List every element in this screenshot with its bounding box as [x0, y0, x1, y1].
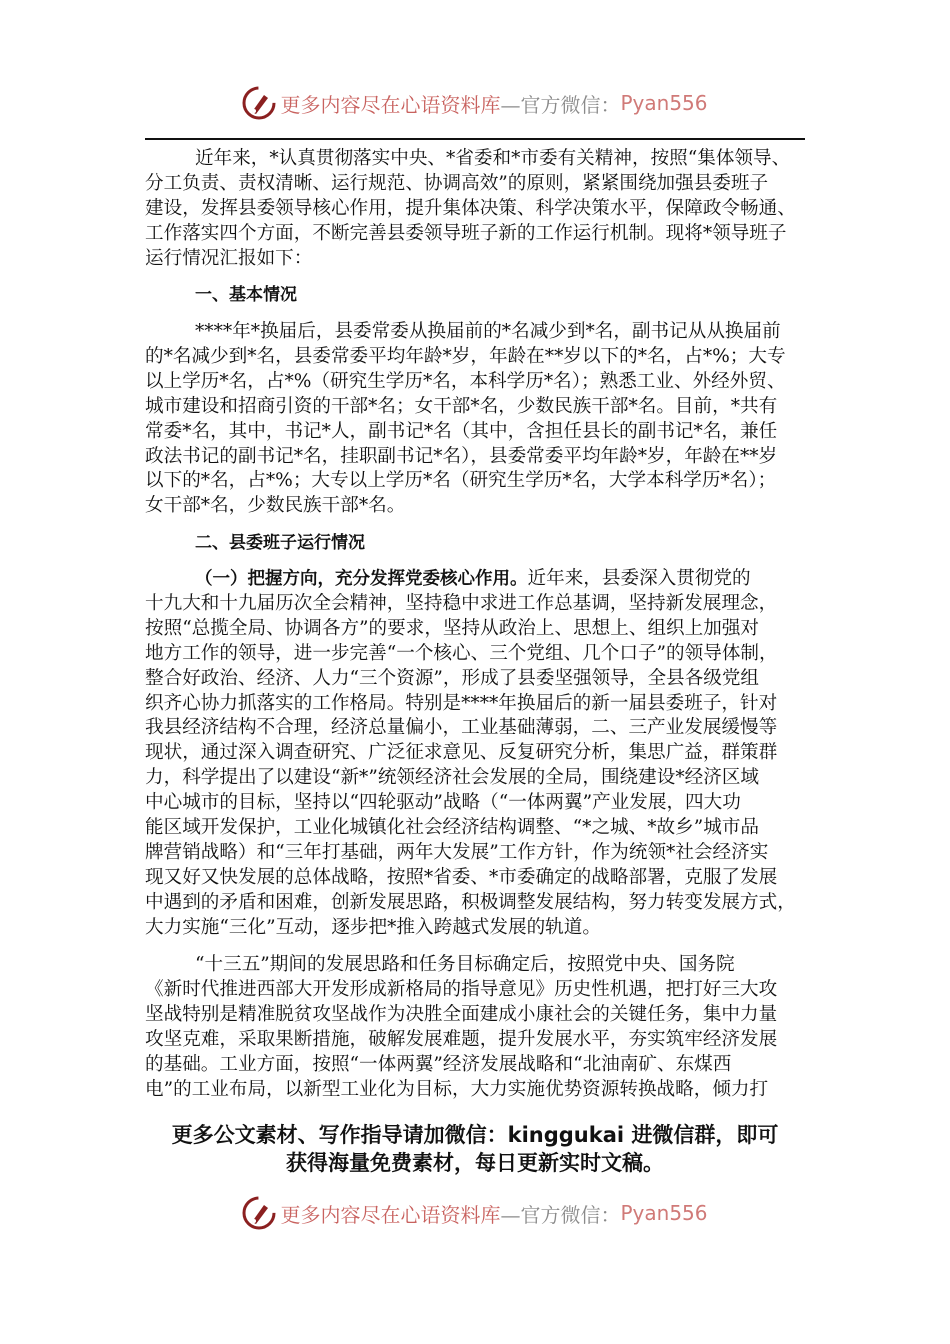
para4-line: 攻坚克难，采取果断措施，破解发展难题，提升发展水平，夯实筑牢经济发展 — [145, 1028, 778, 1050]
pen-logo-icon — [242, 86, 276, 120]
promo-line-2: 获得海量免费素材，每日更新实时文稿。 — [286, 1151, 664, 1175]
para3-line: 地方工作的领导，进一步完善“一个核心、三个党组、几个口子”的领导体制， — [145, 642, 778, 664]
header-watermark — [0, 83, 950, 123]
banner-label: —官方微信： — [500, 1202, 621, 1227]
para1-line: 工作落实四个方面，不断完善县委领导班子新的工作运行机制。现将*领导班子 — [145, 222, 787, 244]
para3-line: 我县经济结构不合理，经济总量偏小，工业基础薄弱，二、三产业发展缓慢等 — [145, 717, 778, 739]
para3-line: 牌营销战略）和“三年打基础，两年大发展”工作方针，作为统领*社会经济实 — [145, 841, 769, 863]
para4-line: 的基础。工业方面，按照“一体两翼”经济发展战略和“北油南矿、东煤西 — [145, 1053, 732, 1075]
para1-line: 运行情况汇报如下： — [145, 247, 313, 269]
subsection-heading: （一）把握方向，充分发挥党委核心作用。 — [195, 569, 528, 589]
para1-line: 近年来，*认真贯彻落实中央、*省委和*市委有关精神，按照“集体领导、 — [195, 148, 791, 169]
header-rule — [145, 138, 805, 140]
banner-wechat: Pyan556 — [620, 91, 708, 115]
para2-line: 女干部*名，少数民族干部*名。 — [145, 495, 406, 517]
para4-line: 坚战特别是精准脱贫攻坚战作为决胜全面建成小康社会的关键任务，集中力量 — [145, 1003, 778, 1025]
para2-line: 政法书记的副书记*名，挂职副书记*名），县委常委平均年龄*岁，年龄在**岁 — [145, 445, 778, 467]
para3-line: 现又好又快发展的总体战略，按照*省委、*市委确定的战略部署，克服了发展 — [145, 866, 778, 888]
para3-line: 整合好政治、经济、人力“三个资源”，形成了县委坚强领导，全县各级党组 — [145, 667, 760, 689]
pen-logo-icon — [242, 1196, 276, 1230]
para2-line: 以上学历*名，占*%（研究生学历*名，本科学历*名）；熟悉工业、外经外贸、 — [145, 370, 786, 392]
para3-line: 中遇到的矛盾和困难，创新发展思路，积极调整发展结构，努力转变发展方式， — [145, 891, 796, 913]
para4-line: “十三五”期间的发展思路和任务目标确定后，按照党中央、国务院 — [195, 954, 735, 975]
section-heading: 二、县委班子运行情况 — [195, 533, 365, 553]
para2-line: 的*名减少到*名，县委常委平均年龄*岁，年龄在**岁以下的*名，占*%；大专 — [145, 345, 786, 367]
promo-line-1: 更多公文素材、写作指导请加微信：kinggukai 进微信群，即可 — [171, 1123, 779, 1147]
para3-line: 力，科学提出了以建设“新*”统领经济社会发展的全局，围绕建设*经济区域 — [145, 767, 760, 789]
para3-line — [195, 566, 860, 592]
para3-line: 能区域开发保护，工业化城镇化社会经济结构调整、“*之城、*故乡”城市品 — [145, 817, 760, 838]
para2-line: 以下的*名，占*%；大专以上学历*名（研究生学历*名，大学本科学历*名）； — [145, 470, 777, 492]
banner-label: —官方微信： — [500, 92, 621, 117]
para4-line: 《新时代推进西部大开发形成新格局的指导意见》历史性机遇，把打好三大攻 — [145, 978, 778, 1000]
footer-watermark — [0, 1193, 950, 1233]
para3-line: 十九大和十九届历次全会精神，坚持稳中求进工作总基调，坚持新发展理念， — [145, 592, 778, 614]
para3-line: 按照“总揽全局、协调各方”的要求，坚持从政治上、思想上、组织上加强对 — [145, 617, 760, 639]
para2-line: 城市建设和招商引资的干部*名；女干部*名，少数民族干部*名。目前，*共有 — [145, 395, 778, 417]
banner-brand: 更多内容尽在心语资料库 — [280, 92, 501, 117]
para3-line: 织齐心协力抓落实的工作格局。特别是****年换届后的新一届县委班子，针对 — [145, 692, 778, 714]
para2-line: ****年*换届后，县委常委从换届前的*名减少到*名，副书记从从换届前 — [195, 321, 781, 342]
para3-text: 近年来，县委深入贯彻党的 — [527, 568, 751, 589]
para2-line: 常委*名，其中，书记*人，副书记*名（其中，含担任县长的副书记*名，兼任 — [145, 420, 778, 442]
banner-wechat: Pyan556 — [620, 1201, 708, 1225]
para1-line: 建设，发挥县委领导核心作用，提升集体决策、科学决策水平，保障政令畅通、 — [145, 197, 796, 219]
para3-line: 大力实施“三化”互动，逐步把*推入跨越式发展的轨道。 — [145, 916, 601, 938]
banner-brand: 更多内容尽在心语资料库 — [280, 1202, 501, 1227]
para3-line: 现状，通过深入调查研究、广泛征求意见、反复研究分析，集思广益，群策群 — [145, 742, 778, 764]
section-heading: 一、基本情况 — [195, 285, 297, 305]
para3-line: 中心城市的目标，坚持以“四轮驱动”战略（“一体两翼”产业发展，四大功 — [145, 792, 741, 814]
para4-line: 电”的工业布局，以新型工业化为目标，大力实施优势资源转换战略，倾力打 — [145, 1078, 769, 1100]
para1-line: 分工负责、责权清晰、运行规范、协调高效”的原则，紧紧围绕加强县委班子 — [145, 172, 769, 194]
